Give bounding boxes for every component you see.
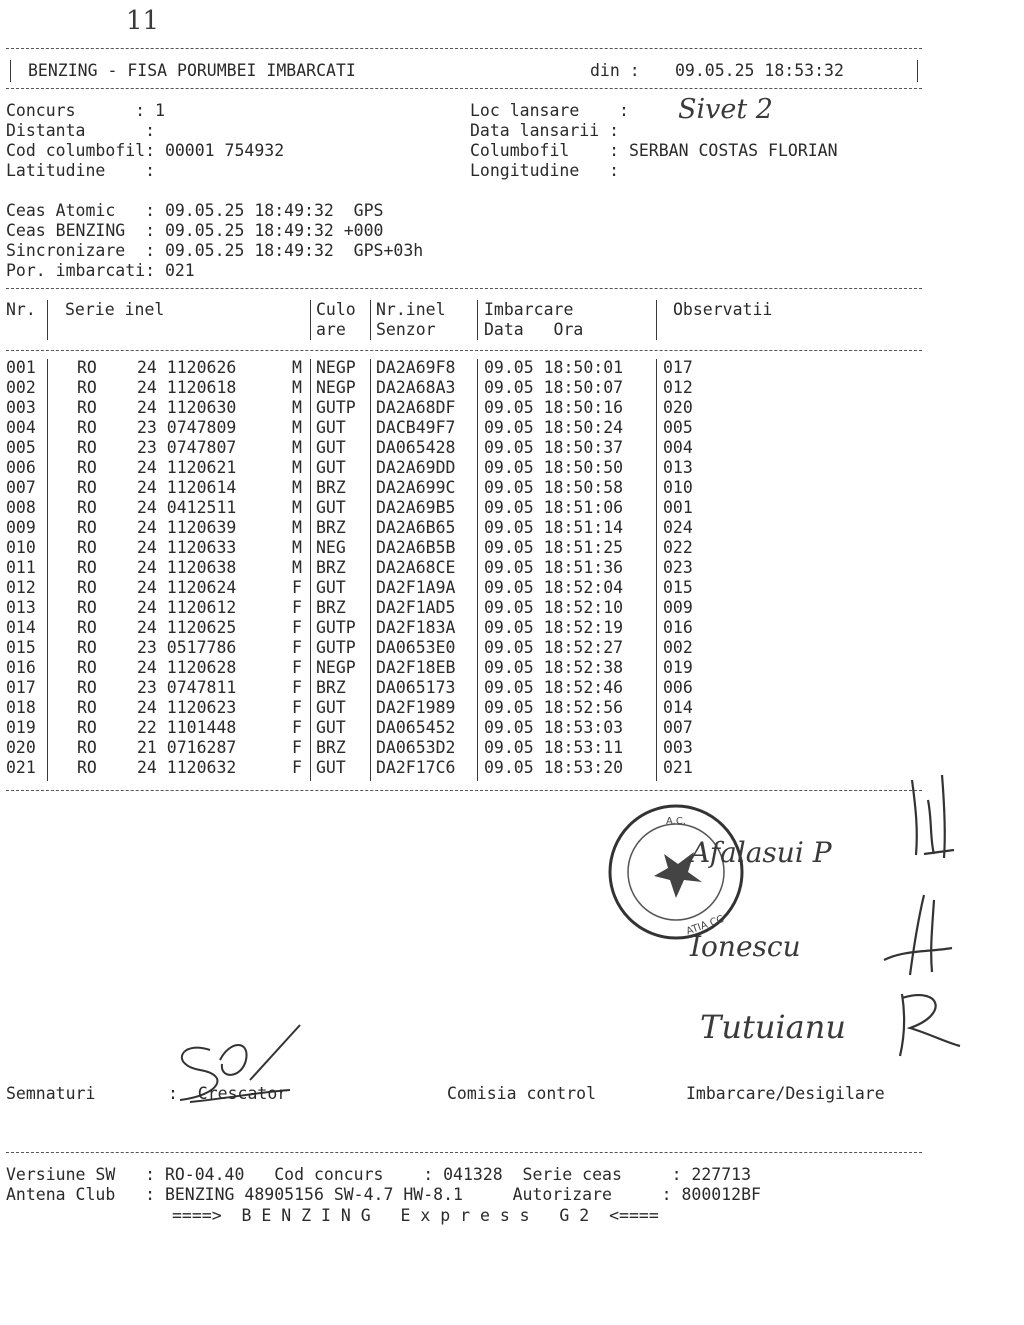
cell-country: RO (77, 558, 97, 577)
cell-boarding-time: 09.05 18:50:24 (484, 418, 624, 437)
cell-nr: 005 (6, 438, 36, 457)
cell-ring-series: 24 1120630 (137, 398, 237, 417)
cell-observation: 010 (663, 478, 693, 497)
cell-boarding-time: 09.05 18:50:07 (484, 378, 624, 397)
header-right-border (917, 60, 918, 82)
cell-ring-series: 24 1120638 (137, 558, 237, 577)
cell-country: RO (77, 658, 97, 677)
semnaturi-label: Semnaturi (6, 1084, 96, 1103)
cell-sensor-id: DA2A6B5B (376, 538, 456, 557)
longitudine-line: Longitudine : (470, 161, 620, 180)
header-divider-2 (310, 300, 311, 340)
cell-nr: 013 (6, 598, 36, 617)
loc-lansare-line: Loc lansare : (470, 101, 629, 120)
cell-sensor-id: DA2A68CE (376, 558, 456, 577)
signature-commission-1: Afalasui P (690, 836, 832, 869)
cell-observation: 024 (663, 518, 693, 537)
cell-boarding-time: 09.05 18:50:50 (484, 458, 624, 477)
cell-color: NEGP (316, 378, 356, 397)
cell-sex: M (292, 458, 302, 477)
cell-boarding-time: 09.05 18:52:10 (484, 598, 624, 617)
cell-country: RO (77, 398, 97, 417)
cell-nr: 017 (6, 678, 36, 697)
footer-brand-line: ====> B E N Z I N G E x p r e s s G 2 <==== (172, 1206, 659, 1225)
cell-nr: 020 (6, 738, 36, 757)
concurs-line: Concurs : 1 (6, 101, 165, 120)
cell-boarding-time: 09.05 18:53:20 (484, 758, 624, 777)
cell-sensor-id: DA2A6B65 (376, 518, 456, 537)
header-divider-3 (370, 300, 371, 340)
body-divider-2 (310, 359, 311, 781)
cell-country: RO (77, 698, 97, 717)
cell-ring-series: 22 1101448 (137, 718, 237, 737)
cell-color: BRZ (316, 678, 346, 697)
cell-sex: F (292, 758, 302, 777)
crescator-label: : Crescator (168, 1084, 288, 1103)
body-divider-1 (47, 359, 48, 781)
cell-color: GUT (316, 458, 346, 477)
cell-sensor-id: DA2F1A9A (376, 578, 456, 597)
cell-boarding-time: 09.05 18:51:36 (484, 558, 624, 577)
cell-boarding-time: 09.05 18:53:03 (484, 718, 624, 737)
cell-country: RO (77, 678, 97, 697)
cell-boarding-time: 09.05 18:52:46 (484, 678, 624, 697)
cell-country: RO (77, 458, 97, 477)
cell-nr: 010 (6, 538, 36, 557)
club-stamp (606, 802, 746, 942)
col-culoare-header-1: Culo (316, 300, 356, 319)
cell-nr: 003 (6, 398, 36, 417)
cell-observation: 007 (663, 718, 693, 737)
loc-lansare-handwritten: Sivet 2 (678, 94, 773, 125)
cell-sensor-id: DA2F183A (376, 618, 456, 637)
cell-observation: 012 (663, 378, 693, 397)
header-left-border (10, 60, 11, 82)
cell-sensor-id: DA0653E0 (376, 638, 456, 657)
cell-observation: 020 (663, 398, 693, 417)
col-imbarcare-header-2: Data Ora (484, 320, 584, 339)
rule-table-bottom (6, 790, 922, 791)
cell-color: BRZ (316, 598, 346, 617)
signature-scribble-2 (874, 890, 954, 980)
cell-color: NEGP (316, 658, 356, 677)
cell-ring-series: 24 1120624 (137, 578, 237, 597)
cell-ring-series: 24 1120621 (137, 458, 237, 477)
cell-sex: F (292, 638, 302, 657)
cell-ring-series: 24 1120626 (137, 358, 237, 377)
cell-sex: F (292, 658, 302, 677)
date-label: din : (590, 61, 640, 80)
cell-sex: M (292, 478, 302, 497)
cell-observation: 005 (663, 418, 693, 437)
cell-sensor-id: DA065452 (376, 718, 456, 737)
footer-version-line: Versiune SW : RO-04.40 Cod concurs : 041328 Serie ceas : 227713 (6, 1165, 752, 1184)
signature-scribble-1 (904, 770, 964, 860)
cell-observation: 016 (663, 618, 693, 637)
cell-ring-series: 23 0747811 (137, 678, 237, 697)
cell-nr: 001 (6, 358, 36, 377)
col-nrinel-header-1: Nr.inel (376, 300, 446, 319)
ceas-benzing-line: Ceas BENZING : 09.05.25 18:49:32 +000 (6, 221, 384, 240)
cell-nr: 018 (6, 698, 36, 717)
cell-boarding-time: 09.05 18:51:14 (484, 518, 624, 537)
cell-sensor-id: DA2F17C6 (376, 758, 456, 777)
cell-sex: M (292, 498, 302, 517)
cell-color: GUTP (316, 638, 356, 657)
cell-country: RO (77, 738, 97, 757)
columbofil-line: Columbofil : SERBAN COSTAS FLORIAN (470, 141, 838, 160)
porumbei-imbarcati-line: Por. imbarcati: 021 (6, 261, 195, 280)
cell-sex: F (292, 578, 302, 597)
col-observatii-header: Observatii (673, 300, 773, 319)
cell-ring-series: 24 1120612 (137, 598, 237, 617)
cell-color: GUT (316, 438, 346, 457)
cell-sensor-id: DA2A69DD (376, 458, 456, 477)
cell-nr: 011 (6, 558, 36, 577)
date-value: 09.05.25 18:53:32 (675, 61, 844, 80)
cell-country: RO (77, 418, 97, 437)
cell-sensor-id: DACB49F7 (376, 418, 456, 437)
rule-top (6, 48, 922, 49)
cell-sensor-id: DA2A68DF (376, 398, 456, 417)
cell-nr: 021 (6, 758, 36, 777)
cell-sex: M (292, 558, 302, 577)
cell-sex: M (292, 358, 302, 377)
cell-observation: 014 (663, 698, 693, 717)
cell-sensor-id: DA2F1AD5 (376, 598, 456, 617)
cell-sensor-id: DA2A699C (376, 478, 456, 497)
body-divider-5 (656, 359, 657, 781)
cell-country: RO (77, 478, 97, 497)
rule-table-header-bottom (6, 350, 922, 351)
document-title: BENZING - FISA PORUMBEI IMBARCATI (28, 61, 356, 80)
cell-sex: F (292, 618, 302, 637)
rule-header-bottom (6, 88, 922, 89)
rule-table-top (6, 288, 922, 289)
cell-observation: 003 (663, 738, 693, 757)
cell-sensor-id: DA2A68A3 (376, 378, 456, 397)
cell-color: GUT (316, 698, 346, 717)
signature-scribble-3 (890, 984, 970, 1064)
cell-color: NEG (316, 538, 346, 557)
cell-sex: F (292, 678, 302, 697)
cell-country: RO (77, 358, 97, 377)
cell-ring-series: 24 1120633 (137, 538, 237, 557)
cell-sensor-id: DA065173 (376, 678, 456, 697)
cell-observation: 002 (663, 638, 693, 657)
header-divider-4 (477, 300, 478, 340)
svg-text:ATIA CC: ATIA CC (684, 913, 726, 938)
col-serie-header: Serie inel (65, 300, 165, 319)
cell-nr: 006 (6, 458, 36, 477)
cell-ring-series: 23 0517786 (137, 638, 237, 657)
cell-boarding-time: 09.05 18:52:38 (484, 658, 624, 677)
data-lansarii-line: Data lansarii : (470, 121, 620, 140)
cell-country: RO (77, 438, 97, 457)
cell-color: BRZ (316, 478, 346, 497)
cell-sex: M (292, 438, 302, 457)
body-divider-3 (370, 359, 371, 781)
cell-country: RO (77, 538, 97, 557)
cell-observation: 009 (663, 598, 693, 617)
cell-nr: 014 (6, 618, 36, 637)
cell-nr: 004 (6, 418, 36, 437)
cell-boarding-time: 09.05 18:52:27 (484, 638, 624, 657)
cell-boarding-time: 09.05 18:51:25 (484, 538, 624, 557)
cell-observation: 019 (663, 658, 693, 677)
cell-color: GUT (316, 498, 346, 517)
cell-color: BRZ (316, 738, 346, 757)
cell-country: RO (77, 718, 97, 737)
col-imbarcare-header-1: Imbarcare (484, 300, 574, 319)
cell-color: GUTP (316, 398, 356, 417)
cell-boarding-time: 09.05 18:52:04 (484, 578, 624, 597)
cell-color: NEGP (316, 358, 356, 377)
ceas-atomic-line: Ceas Atomic : 09.05.25 18:49:32 GPS (6, 201, 384, 220)
cell-observation: 006 (663, 678, 693, 697)
rule-footer-top (6, 1152, 922, 1153)
cell-country: RO (77, 758, 97, 777)
cell-nr: 012 (6, 578, 36, 597)
col-culoare-header-2: are (316, 320, 346, 339)
cell-sex: F (292, 718, 302, 737)
cell-ring-series: 23 0747809 (137, 418, 237, 437)
body-divider-4 (477, 359, 478, 781)
cell-country: RO (77, 378, 97, 397)
cell-boarding-time: 09.05 18:50:37 (484, 438, 624, 457)
cell-nr: 002 (6, 378, 36, 397)
signature-commission-2: Ionescu (690, 930, 801, 963)
cell-nr: 019 (6, 718, 36, 737)
cell-nr: 007 (6, 478, 36, 497)
cell-ring-series: 24 1120614 (137, 478, 237, 497)
cell-observation: 004 (663, 438, 693, 457)
cell-ring-series: 24 1120639 (137, 518, 237, 537)
cell-color: GUT (316, 758, 346, 777)
cell-sensor-id: DA2F18EB (376, 658, 456, 677)
cell-color: GUT (316, 578, 346, 597)
header-divider-5 (656, 300, 657, 340)
cell-sensor-id: DA2A69F8 (376, 358, 456, 377)
cell-color: BRZ (316, 558, 346, 577)
cell-color: BRZ (316, 518, 346, 537)
cell-observation: 023 (663, 558, 693, 577)
cell-nr: 015 (6, 638, 36, 657)
cell-sex: F (292, 698, 302, 717)
cell-observation: 001 (663, 498, 693, 517)
cell-color: GUT (316, 718, 346, 737)
cell-sex: F (292, 738, 302, 757)
sincronizare-line: Sincronizare : 09.05.25 18:49:32 GPS+03h (6, 241, 424, 260)
cell-sex: F (292, 598, 302, 617)
cell-ring-series: 24 0412511 (137, 498, 237, 517)
latitudine-line: Latitudine : (6, 161, 156, 180)
cell-observation: 013 (663, 458, 693, 477)
cell-boarding-time: 09.05 18:50:58 (484, 478, 624, 497)
cell-sensor-id: DA2F1989 (376, 698, 456, 717)
cell-sex: M (292, 518, 302, 537)
comisia-control-label: Comisia control (447, 1084, 597, 1103)
cell-observation: 022 (663, 538, 693, 557)
col-nrinel-header-2: Senzor (376, 320, 436, 339)
cell-sensor-id: DA2A69B5 (376, 498, 456, 517)
cell-sex: M (292, 378, 302, 397)
cell-ring-series: 21 0716287 (137, 738, 237, 757)
cell-boarding-time: 09.05 18:51:06 (484, 498, 624, 517)
cell-ring-series: 24 1120628 (137, 658, 237, 677)
cell-sex: M (292, 418, 302, 437)
cell-ring-series: 24 1120632 (137, 758, 237, 777)
cell-nr: 009 (6, 518, 36, 537)
cell-ring-series: 24 1120623 (137, 698, 237, 717)
cell-country: RO (77, 618, 97, 637)
cell-country: RO (77, 518, 97, 537)
cell-observation: 015 (663, 578, 693, 597)
signature-commission-3: Tutuianu (700, 1008, 846, 1046)
cell-sex: M (292, 538, 302, 557)
cell-ring-series: 24 1120625 (137, 618, 237, 637)
cell-boarding-time: 09.05 18:53:11 (484, 738, 624, 757)
cell-sensor-id: DA065428 (376, 438, 456, 457)
cell-country: RO (77, 598, 97, 617)
cod-columbofil-line: Cod columbofil: 00001 754932 (6, 141, 285, 160)
cell-observation: 017 (663, 358, 693, 377)
cell-sex: M (292, 398, 302, 417)
cell-ring-series: 23 0747807 (137, 438, 237, 457)
header-divider-1 (47, 300, 48, 340)
cell-boarding-time: 09.05 18:50:01 (484, 358, 624, 377)
page-number-mark: 11 (126, 6, 160, 36)
cell-country: RO (77, 638, 97, 657)
cell-color: GUTP (316, 618, 356, 637)
cell-sensor-id: DA0653D2 (376, 738, 456, 757)
imbarcare-desigilare-label: Imbarcare/Desigilare (686, 1084, 885, 1103)
footer-antenna-line: Antena Club : BENZING 48905156 SW-4.7 HW-8.1 Autorizare : 800012BF (6, 1185, 761, 1204)
cell-ring-series: 24 1120618 (137, 378, 237, 397)
cell-observation: 021 (663, 758, 693, 777)
cell-boarding-time: 09.05 18:52:56 (484, 698, 624, 717)
col-nr-header: Nr. (6, 300, 36, 319)
cell-color: GUT (316, 418, 346, 437)
svg-text:A.C.: A.C. (665, 816, 687, 827)
distanta-line: Distanta : (6, 121, 156, 140)
cell-nr: 016 (6, 658, 36, 677)
cell-nr: 008 (6, 498, 36, 517)
cell-boarding-time: 09.05 18:52:19 (484, 618, 624, 637)
cell-boarding-time: 09.05 18:50:16 (484, 398, 624, 417)
cell-country: RO (77, 578, 97, 597)
cell-country: RO (77, 498, 97, 517)
